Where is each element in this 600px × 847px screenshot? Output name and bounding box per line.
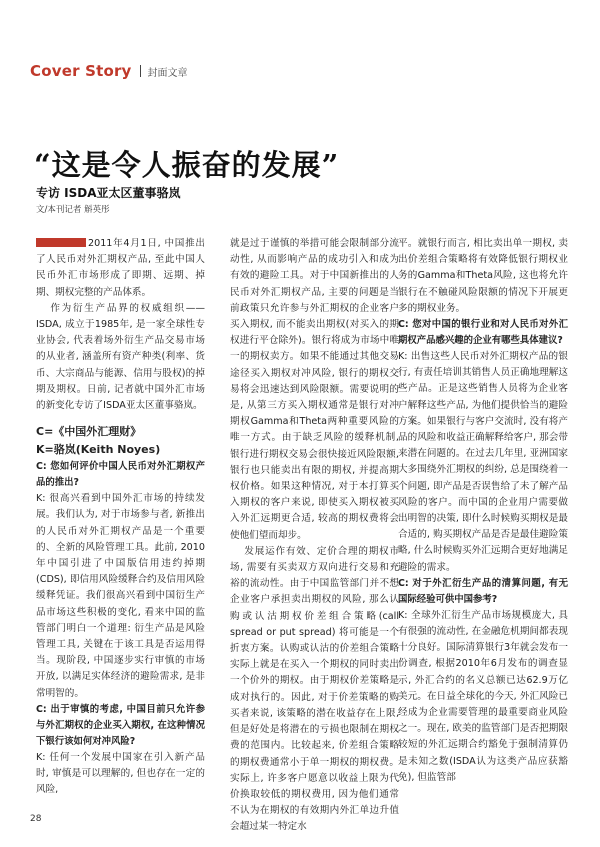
header-divider bbox=[140, 65, 141, 77]
answer: K: 全球外汇衍生产品市场规模庞大, 具有很强的流动性, 在金融危机期间都表现十分良好。国际清算银行3年就会发布一份调查, 根据2010年6月发布的调查显示, 外汇合约的名义总额已达62.9万亿美元。在日益全球化的今天, 外汇风险已经成为企业需要管理的最重要商业风险之一。现在, 欧美的监管部门是否把期限较短的外汇远期合约豁免于强制清算仍是未知之数(ISDA认为这类产品应获豁免), 但监管部 bbox=[398, 609, 568, 783]
column-1 bbox=[36, 236, 205, 798]
answer: K: 很高兴看到中国外汇市场的持续发展。我们认为, 对于市场参与者, 新推出的人民币对外汇期权产品是一个重要的、全新的风险管理工具。此前, 2010年中国引进了中国版信用违约掉期(CDS), 即信用风险缓释合约及信用风险缓释凭证。我们很高兴看到中国衍生产品市场这些积极的变化, 看来中国的监管部门明白一个道理: 衍生产品是风险管理工具, 关键在于该工具是否运用得当。现阶段, 中国逐步实行审慎的市场开放, 以满足实体经济的避险需求, 是非常明智的。 bbox=[36, 493, 205, 699]
question: C: 对于外汇衍生产品的清算问题, 有无国际经验可供中国参考? bbox=[398, 577, 568, 605]
question: C: 您如何评价中国人民币对外汇期权产品的推出? bbox=[36, 461, 205, 489]
article-byline: 文/本刊记者 斛英彤 bbox=[36, 205, 110, 215]
legend-c: C=《中国外汇理财》 bbox=[36, 425, 142, 439]
answer: K: 出售这些人民币对外汇期权产品的银行, 有责任培训其销售人员正确地理解这些产品。正是这些销售人员将为企业客户解释这些产品, 为他们提供恰当的避险方案。如果银行与客户交流时, 没有将产品的风险和收益正确解释给客户, 那会带来潜在问题的。在过去几年里, 亚洲国家大多围绕外汇期权的纠纷, 总是围绕着一个问题, 即产品是否误售给了未了解产品风险的客户。而中国的企业用户需要做出明智的决策, 即什么时候购买期权是最合适的, 购买期权产品是否是最佳避险策略, 什么时候购买外汇远期合更好地满足避险的需求。 bbox=[398, 351, 568, 573]
question: C: 您对中国的银行业和对人民币对外汇期权产品感兴趣的企业有哪些具体建议? bbox=[398, 319, 568, 347]
legend-k: K=骆岚(Keith Noyes) bbox=[36, 443, 161, 457]
question: C: 出于审慎的考虑, 中国目前只允许参与外汇期权的企业买入期权, 在这种情况下银行该如何对冲风险? bbox=[36, 703, 205, 747]
column-3 bbox=[398, 236, 568, 786]
section-header bbox=[30, 62, 188, 80]
paragraph: 作为衍生产品界的权威组织—— ISDA, 成立于1985年, 是一家全球性专业协会, 代表着场外衍生产品交易市场的从业者, 涵盖所有资产种类(利率、货币、大宗商品与能源、信用与股权)的掉期及期权。日前, 记者就中国外汇市场的新变化专访了ISDA亚太区董事骆岚。 bbox=[36, 302, 205, 412]
article-title: “这是令人振奋的发展” bbox=[34, 148, 340, 182]
section-label: 封面文章 bbox=[147, 67, 188, 79]
answer: K: 任何一个发展中国家在引入新产品时, 审慎是可以理解的, 但也存在一定的风险, bbox=[36, 751, 205, 796]
article-subtitle: 专访 ISDA亚太区董事骆岚 bbox=[36, 186, 181, 200]
paragraph: 就是过于谨慎的举措可能会限制部分流动性, 从而影响产品的成功引入和成为有效的避险工具。对于中国新推出的人民币对外汇期权产品, 主要的问题是当前政策只允许参与外汇期权的企业客户买入期权, 而不能卖出期权(对买入的期权进行平仓除外)。银行将成为市场中唯一的期权卖方。如果不能通过其他交易途径买入期权对冲风险, 银行的期权交易将会迅速达到风险限额。需要说明的是, 从第三方买入期权通常是银行对冲期权Gamma和Theta两种重要风险的唯一方式。由于缺乏风险的缓释机制, 银行进行期权交易会很快接近风险限额, 银行也只能卖出有限的期权, 并提高期权价格。如果这种情况, 对于本打算买入期权的客户来说, 即使买入期权被买入外汇远期更合适, 较高的期权费将会使他们望而却步。 bbox=[230, 238, 399, 541]
paragraph: 发展运作有效、定价合理的期权市场, 需要有买卖双方双向进行交易和充裕的流动性。由于中国监管部门并不想企业客户承担卖出期权的风险, 那么认购或认沽期权价差组合策略(call spread or put spread) 将可能是一个折衷方案。认购或认沽的价差组合策略实际上就是在买入一个期权的同时卖出一个价外的期权。由于期权价差策略是成对执行的。因此, 对于价差策略的购买者来说, 该策略的潜在收益存在上限, 但是好处是将潜在的亏损也限制在期权费的范围内。比较起来, 价差组合策略的期权费通常小于单一期权的期权费。实际上, 许多客户愿意以收益上限为代价换取较低的期权费用, 因为他们通常不认为在期权的有效期内外汇单边升值会超过某一特定水 bbox=[230, 545, 399, 833]
page-number: 28 bbox=[30, 814, 42, 824]
intro-text: 2011年4月1日, 中国推出了人民币对外汇期权产品, 至此中国人民币外汇市场形成了即期、远期、掉期、期权完整的产品体系。 bbox=[36, 238, 205, 298]
paragraph: 平。就银行而言, 相比卖出单一期权, 卖出价差组合策略将有效降低银行期权业务的Gamma和Theta风险, 这也将允许银行在不触碰风险限额的情况下开展更多的期权业务。 bbox=[398, 238, 568, 314]
intro-paragraph bbox=[36, 236, 205, 301]
column-2 bbox=[230, 236, 399, 836]
interviewer-legend bbox=[36, 423, 205, 459]
cover-story-label: Cover Story bbox=[30, 62, 132, 80]
lead-bar bbox=[36, 238, 86, 247]
